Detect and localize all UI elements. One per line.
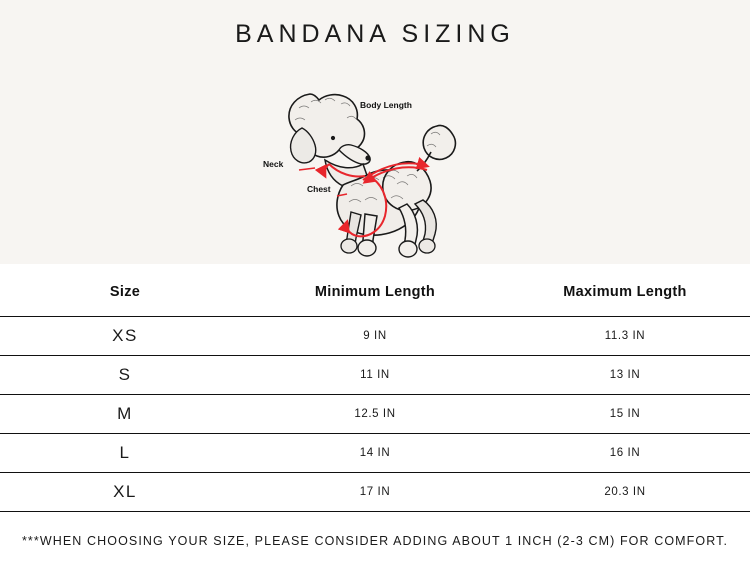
cell-min-length: 17 IN — [250, 473, 500, 512]
label-neck: Neck — [263, 159, 284, 169]
cell-min-length: 12.5 IN — [250, 395, 500, 434]
cell-max-length: 15 IN — [500, 395, 750, 434]
cell-min-length: 9 IN — [250, 317, 500, 356]
page-title: BANDANA SIZING — [235, 20, 515, 48]
column-header-maximum-length: Maximum Length — [563, 284, 687, 300]
hero-section — [0, 0, 750, 264]
table-row — [0, 434, 750, 473]
table-row — [0, 356, 750, 395]
column-header-size: Size — [109, 284, 141, 300]
cell-size: XS — [0, 317, 250, 356]
cell-max-length: 11.3 IN — [500, 317, 750, 356]
sizing-footnote: ***WHEN CHOOSING YOUR SIZE, PLEASE CONSIDER ADDING ABOUT 1 INCH (2-3 CM) FOR COMFORT. — [21, 534, 729, 548]
cell-min-length: 14 IN — [250, 434, 500, 473]
cell-size: L — [0, 434, 250, 473]
table-row — [0, 473, 750, 512]
sizing-table-section — [0, 264, 750, 548]
cell-size: S — [0, 356, 250, 395]
label-body-length: Body Length — [360, 100, 412, 110]
cell-size: XL — [0, 473, 250, 512]
cell-size: M — [0, 395, 250, 434]
table-header-row — [0, 264, 750, 317]
column-header-minimum-length: Minimum Length — [314, 284, 436, 300]
cell-max-length: 16 IN — [500, 434, 750, 473]
sizing-table — [0, 264, 750, 512]
table-row — [0, 317, 750, 356]
cell-max-length: 20.3 IN — [500, 473, 750, 512]
cell-min-length: 11 IN — [250, 356, 500, 395]
table-row — [0, 395, 750, 434]
poodle-measurement-diagram — [255, 52, 505, 262]
cell-max-length: 13 IN — [500, 356, 750, 395]
label-chest: Chest — [307, 184, 331, 194]
